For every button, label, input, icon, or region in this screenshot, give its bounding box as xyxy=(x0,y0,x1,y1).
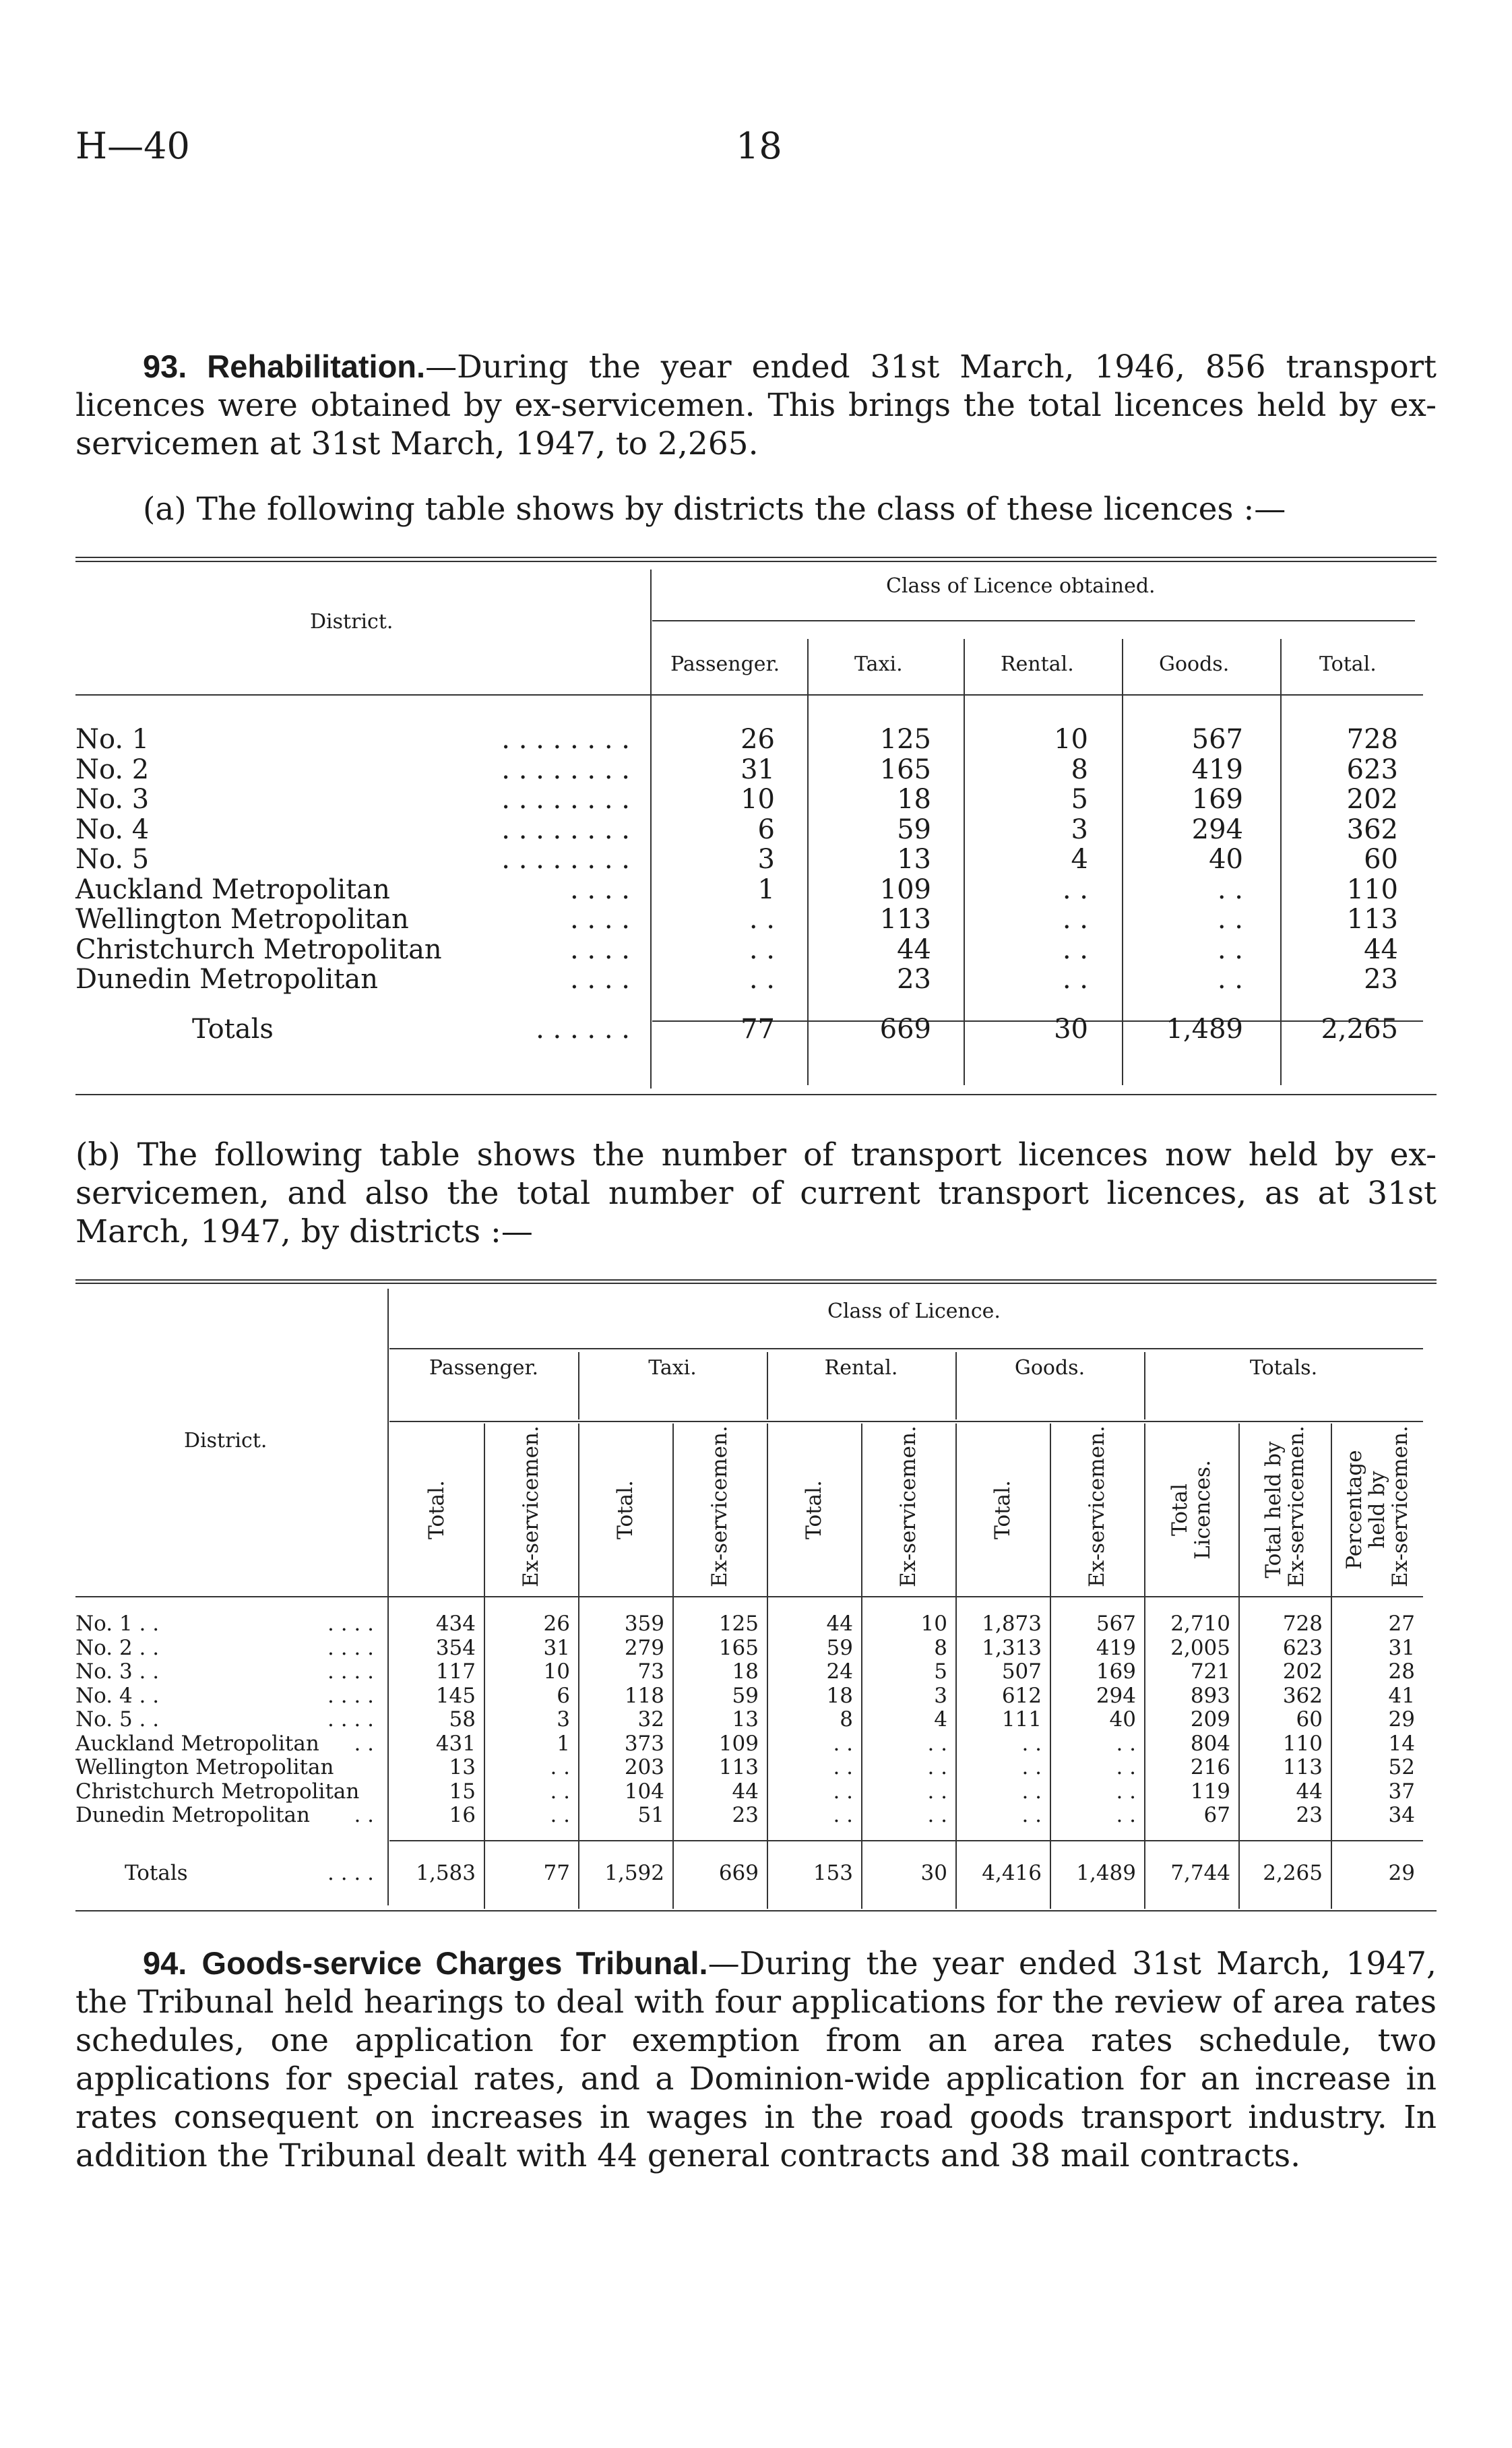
table-b-cell: 209 xyxy=(1190,1707,1230,1732)
table-a-total-cell: 77 xyxy=(741,1014,775,1045)
table-b-cell: 14 xyxy=(1388,1731,1415,1756)
table-b-subcolumn-header-line: Total. xyxy=(424,1480,449,1539)
table-b-cell: . . xyxy=(1116,1779,1136,1804)
table-b-cell: 804 xyxy=(1190,1731,1230,1756)
table-a-district-header: District. xyxy=(310,610,393,634)
table-b-cell: 44 xyxy=(732,1779,759,1804)
table-a-cell: 294 xyxy=(1191,814,1243,845)
table-a-district: No. 2 xyxy=(75,754,150,785)
table-b-cell: 28 xyxy=(1388,1659,1415,1684)
table-b-cell: 1,873 xyxy=(982,1612,1042,1636)
table-b-cell: . . xyxy=(1021,1731,1042,1756)
table-b-total-cell: 153 xyxy=(813,1861,853,1885)
table-a-district: Christchurch Metropolitan xyxy=(75,934,442,965)
table-a-cell: . . xyxy=(1062,874,1088,905)
table-b-subcolumn-header xyxy=(1085,1426,1109,1587)
table-b-cell: 8 xyxy=(934,1635,947,1660)
table-a-cell: 5 xyxy=(1071,784,1088,815)
table-b-subcolumn-header-line: Ex-servicemen. xyxy=(1387,1426,1412,1587)
table-b-leader-dots: . . . . xyxy=(327,1707,374,1732)
table-b-cell: . . xyxy=(1021,1755,1042,1779)
table-b-cell: 110 xyxy=(1282,1731,1323,1756)
table-b-subcolumn-header-line: Licences. xyxy=(1191,1460,1215,1560)
table-b-group-divider xyxy=(767,1352,768,1419)
table-b-cell: . . xyxy=(833,1731,853,1756)
table-b-cell: 18 xyxy=(826,1683,853,1708)
table-b-cell: . . xyxy=(927,1731,947,1756)
table-a-cell: 23 xyxy=(897,964,931,995)
table-b-cell: . . xyxy=(550,1779,570,1804)
table-b-subcolumn-header xyxy=(1261,1426,1309,1587)
table-a-intro: (a) The following table shows by districts the class of these licences :— xyxy=(143,491,1286,528)
table-a-cell: 26 xyxy=(741,724,775,755)
section-93-title: Rehabilitation. xyxy=(207,348,426,384)
table-b-subcolumn-header xyxy=(519,1426,543,1587)
table-a-cell: 362 xyxy=(1346,814,1398,845)
table-b-cell: 15 xyxy=(449,1779,476,1804)
table-b-cell: 73 xyxy=(637,1659,664,1684)
table-b-cell: 203 xyxy=(624,1755,664,1779)
table-b-cell: 362 xyxy=(1282,1683,1323,1708)
table-b-cell: 145 xyxy=(435,1683,476,1708)
table-b-cell: 728 xyxy=(1282,1612,1323,1636)
table-b-total-cell: 1,489 xyxy=(1076,1861,1136,1885)
table-a-cell: . . xyxy=(1217,904,1243,935)
table-b-cell: 16 xyxy=(449,1803,476,1827)
table-b-group-divider xyxy=(1144,1352,1145,1419)
table-a-leader-dots: . . . . . . . . xyxy=(501,754,630,785)
table-a-cell: . . xyxy=(1217,874,1243,905)
table-a-leader-dots: . . . . xyxy=(569,874,630,905)
table-b-cell: 117 xyxy=(435,1659,476,1684)
table-a-cell: 4 xyxy=(1071,844,1088,875)
table-b-subcolumn-header-line: Ex-servicemen. xyxy=(1284,1426,1309,1587)
table-b-cell: . . xyxy=(833,1803,853,1827)
table-a-cell: 419 xyxy=(1191,754,1243,785)
table-b-cell: 44 xyxy=(1296,1779,1323,1804)
table-b-cell: 1,313 xyxy=(982,1635,1042,1660)
table-a-leader-dots: . . . . xyxy=(569,964,630,995)
table-b-column-divider xyxy=(484,1424,485,1909)
table-b-cell: 27 xyxy=(1388,1612,1415,1636)
table-b-group-header: Class of Licence. xyxy=(827,1299,1001,1323)
table-b-cell: 165 xyxy=(718,1635,759,1660)
table-b-cell: 119 xyxy=(1190,1779,1230,1804)
table-b-cell: 109 xyxy=(718,1731,759,1756)
table-b-leader-dots: . . . . xyxy=(327,1683,374,1708)
table-a-cell: 109 xyxy=(879,874,931,905)
section-93-text: —During the year ended 31st March, 1946, 856 transport licences were obtained by ex-servicemen. This brings the total licences held by ex-servicemen at 31st March, 1947, to 2,265. xyxy=(75,348,1437,462)
table-a-leader-dots: . . . . xyxy=(569,934,630,965)
table-b-district: Christchurch Metropolitan xyxy=(75,1779,360,1804)
table-b-cell: 567 xyxy=(1096,1612,1136,1636)
table-b-cell: 37 xyxy=(1388,1779,1415,1804)
table-a-cell: 13 xyxy=(897,844,931,875)
table-a-cell: . . xyxy=(1062,964,1088,995)
table-b-cell: 5 xyxy=(934,1659,947,1684)
table-a-cell: 113 xyxy=(879,904,931,935)
table-b-cell: 373 xyxy=(624,1731,664,1756)
table-b-cell: 29 xyxy=(1388,1707,1415,1732)
table-a-cell: 59 xyxy=(897,814,931,845)
table-b-cell: . . xyxy=(550,1803,570,1827)
table-b-cell: . . xyxy=(927,1779,947,1804)
table-b-district-header: District. xyxy=(184,1429,267,1452)
table-a-cell: . . xyxy=(749,934,775,965)
table-a-cell: 169 xyxy=(1191,784,1243,815)
table-b-subcolumn-header xyxy=(1168,1432,1214,1587)
table-b-cell: . . xyxy=(1021,1803,1042,1827)
table-b-cell: 104 xyxy=(624,1779,664,1804)
table-a-cell: 165 xyxy=(879,754,931,785)
table-b-cell: 67 xyxy=(1203,1803,1230,1827)
table-b-cell: 10 xyxy=(920,1612,947,1636)
table-a-cell: 6 xyxy=(757,814,775,845)
table-b-subcolumn-header xyxy=(707,1426,732,1587)
table-b-cell: 612 xyxy=(1001,1683,1042,1708)
table-b-cell: . . xyxy=(1116,1803,1136,1827)
table-b-total-cell: 2,265 xyxy=(1263,1861,1323,1885)
table-b-subcolumn-header-line: Ex-servicemen. xyxy=(519,1426,543,1587)
table-a-cell: 10 xyxy=(1054,724,1088,755)
table-a-leader-dots: . . . . . . xyxy=(536,1014,630,1045)
table-b-total-cell: 29 xyxy=(1388,1861,1415,1885)
table-b-column-divider xyxy=(767,1424,768,1909)
table-b-cell: 59 xyxy=(732,1683,759,1708)
table-a-district: Dunedin Metropolitan xyxy=(75,964,379,995)
table-b-cell: . . xyxy=(833,1779,853,1804)
table-b-column-divider xyxy=(1331,1424,1332,1909)
table-a-total-cell: 30 xyxy=(1054,1014,1088,1045)
section-94-number: 94. xyxy=(143,1945,187,1981)
table-a-cell: 3 xyxy=(757,844,775,875)
table-b-cell: 26 xyxy=(543,1612,570,1636)
table-a-cell: . . xyxy=(1062,934,1088,965)
table-a-district: Wellington Metropolitan xyxy=(75,904,409,935)
table-b-cell: 434 xyxy=(435,1612,476,1636)
table-b-cell: 23 xyxy=(732,1803,759,1827)
table-b-cell: 10 xyxy=(543,1659,570,1684)
table-b-subcolumn-header xyxy=(1342,1426,1412,1587)
table-b-total-cell: 7,744 xyxy=(1170,1861,1230,1885)
table-b-cell: 113 xyxy=(718,1755,759,1779)
table-a-district: No. 1 xyxy=(75,724,150,755)
table-b-cell: 216 xyxy=(1190,1755,1230,1779)
table-b-leader-dots: . . . . xyxy=(327,1861,374,1885)
table-a-cell: 728 xyxy=(1346,724,1398,755)
table-b-total-cell: 77 xyxy=(543,1861,570,1885)
table-b-intro: (b) The following table shows the number of transport licences now held by ex-servicemen, and also the total number of current transport licences, as at 31st March, 1947, by districts :— xyxy=(75,1136,1437,1250)
table-a-leader-dots: . . . . . . . . xyxy=(501,844,630,875)
table-b-cell: . . xyxy=(927,1803,947,1827)
table-a-cell: . . xyxy=(1062,904,1088,935)
table-b-district: No. 2 . . xyxy=(75,1635,160,1660)
table-b-cell: 279 xyxy=(624,1635,664,1660)
table-a-leader-dots: . . . . . . . . xyxy=(501,784,630,815)
table-b-cell: 31 xyxy=(1388,1635,1415,1660)
table-a-col-goods: Goods. xyxy=(1159,652,1230,676)
table-a-col-taxi: Taxi. xyxy=(854,652,903,676)
table-b-cell: 40 xyxy=(1109,1707,1136,1732)
table-a-cell: . . xyxy=(749,964,775,995)
table-b-cell: 507 xyxy=(1001,1659,1042,1684)
table-a-cell: 3 xyxy=(1071,814,1088,845)
table-b-cell: . . xyxy=(927,1755,947,1779)
table-b-cell: 58 xyxy=(449,1707,476,1732)
table-b-cell: 23 xyxy=(1296,1803,1323,1827)
section-94-paragraph xyxy=(75,1944,1437,2175)
table-a-district: No. 4 xyxy=(75,814,150,845)
table-a-cell: 23 xyxy=(1364,964,1398,995)
table-a-col-rental: Rental. xyxy=(1001,652,1074,676)
table-b-cell: 721 xyxy=(1190,1659,1230,1684)
table-b-cell: 18 xyxy=(732,1659,759,1684)
table-b-cell: 4 xyxy=(934,1707,947,1732)
table-b-subcolumn-header-line: Total. xyxy=(802,1480,826,1539)
table-b-cell: 32 xyxy=(637,1707,664,1732)
table-b-district: No. 1 . . xyxy=(75,1612,160,1636)
table-b-subcolumn-header-line: Ex-servicemen. xyxy=(707,1426,732,1587)
table-b-total-cell: 1,592 xyxy=(604,1861,664,1885)
table-a-cell: 1 xyxy=(757,874,775,905)
table-b-group-header: Rental. xyxy=(824,1356,898,1380)
table-b-total-cell: 30 xyxy=(920,1861,947,1885)
table-b-leader-dots: . . xyxy=(354,1803,374,1827)
table-a-district: Auckland Metropolitan xyxy=(75,874,390,905)
table-b-leader-dots: . . xyxy=(354,1731,374,1756)
table-b-total-cell: 4,416 xyxy=(982,1861,1042,1885)
table-a-cell: 125 xyxy=(879,724,931,755)
table-b-leader-dots: . . . . xyxy=(327,1635,374,1660)
table-a-total-cell: 669 xyxy=(879,1014,931,1045)
table-b-district: Dunedin Metropolitan xyxy=(75,1803,310,1827)
table-a-cell: 110 xyxy=(1346,874,1398,905)
table-b-cell: 113 xyxy=(1282,1755,1323,1779)
table-b-cell: 359 xyxy=(624,1612,664,1636)
table-b-subcolumn-header-line: Total. xyxy=(990,1480,1015,1539)
table-a-cell: 8 xyxy=(1071,754,1088,785)
table-b-total-cell: 1,583 xyxy=(416,1861,476,1885)
table-b-group-header: Taxi. xyxy=(648,1356,697,1380)
table-b-cell: 1 xyxy=(557,1731,570,1756)
table-a-totals-label: Totals xyxy=(192,1014,274,1045)
table-a-district: No. 3 xyxy=(75,784,150,815)
table-b-subcolumn-header-line: Ex-servicemen. xyxy=(1085,1426,1109,1587)
table-a-leader-dots: . . . . xyxy=(569,904,630,935)
table-b-subcolumn-header xyxy=(614,1432,637,1587)
table-b-cell: 354 xyxy=(435,1635,476,1660)
table-b-group-header: Passenger. xyxy=(429,1356,539,1380)
table-a-col-passenger: Passenger. xyxy=(670,652,780,676)
table-b-cell: 41 xyxy=(1388,1683,1415,1708)
table-b-district: Auckland Metropolitan xyxy=(75,1731,319,1756)
table-b-district: No. 5 . . xyxy=(75,1707,160,1732)
table-b-column-divider xyxy=(672,1424,674,1909)
table-b-column-divider xyxy=(955,1424,957,1909)
table-a-cell: . . xyxy=(1217,934,1243,965)
table-b-subcolumn-header xyxy=(896,1426,920,1587)
table-b-cell: 59 xyxy=(826,1635,853,1660)
table-a-cell: 623 xyxy=(1346,754,1398,785)
table-b-column-divider xyxy=(1238,1424,1240,1909)
table-a-cell: 567 xyxy=(1191,724,1243,755)
table-b-cell: 44 xyxy=(826,1612,853,1636)
section-94-title: Goods-service Charges Tribunal. xyxy=(201,1945,708,1981)
table-b-leader-dots: . . . . xyxy=(327,1612,374,1636)
table-b-cell: . . xyxy=(1116,1755,1136,1779)
table-b-cell: 13 xyxy=(449,1755,476,1779)
table-b-column-divider xyxy=(1144,1424,1145,1909)
table-b-subcolumn-header xyxy=(425,1432,448,1587)
table-a-cell: 44 xyxy=(1364,934,1398,965)
table-a-col-total: Total. xyxy=(1319,652,1377,676)
table-b-district: No. 3 . . xyxy=(75,1659,160,1684)
table-b-cell: 2,005 xyxy=(1170,1635,1230,1660)
document-code: H—40 xyxy=(75,125,190,167)
table-b-subcolumn-header-line: Percentage xyxy=(1342,1450,1366,1570)
table-b-cell: . . xyxy=(1116,1731,1136,1756)
table-a-group-header: Class of Licence obtained. xyxy=(886,574,1156,598)
table-a-cell: 202 xyxy=(1346,784,1398,815)
table-b-cell: 60 xyxy=(1296,1707,1323,1732)
section-94-text: —During the year ended 31st March, 1947, the Tribunal held hearings to deal with four applications for the review of area rates schedules, one application for exemption from an area rates schedule, two applications for special rates, and a Dominion-wide application for an increase in rates consequent on increases in wages in the road goods transport industry. In addition the Tribunal dealt with 44 general contracts and 38 mail contracts. xyxy=(75,1945,1437,2174)
table-b-district: No. 4 . . xyxy=(75,1683,160,1708)
table-b-cell: 893 xyxy=(1190,1683,1230,1708)
page-number: 18 xyxy=(736,125,782,167)
table-b-subcolumn-header-line: Total xyxy=(1168,1483,1192,1536)
table-a-cell: . . xyxy=(749,904,775,935)
table-b-district: Wellington Metropolitan xyxy=(75,1755,334,1779)
table-a-cell: . . xyxy=(1217,964,1243,995)
table-b-group-divider xyxy=(578,1352,579,1419)
table-b-totals-label: Totals xyxy=(125,1861,188,1885)
table-b-subcolumn-header-line: Ex-servicemen. xyxy=(896,1426,920,1587)
table-b-cell: 202 xyxy=(1282,1659,1323,1684)
table-b-cell: 51 xyxy=(637,1803,664,1827)
table-b-cell: 24 xyxy=(826,1659,853,1684)
table-b-column-divider xyxy=(861,1424,862,1909)
table-b-total-cell: 669 xyxy=(718,1861,759,1885)
table-a-cell: 10 xyxy=(741,784,775,815)
table-b-subcolumn-header xyxy=(802,1432,825,1587)
table-b-cell: 2,710 xyxy=(1170,1612,1230,1636)
table-a-cell: 18 xyxy=(897,784,931,815)
table-b-cell: . . xyxy=(833,1755,853,1779)
table-b-cell: 169 xyxy=(1096,1659,1136,1684)
table-a-leader-dots: . . . . . . . . xyxy=(501,724,630,755)
table-b-cell: 3 xyxy=(934,1683,947,1708)
table-b-leader-dots: . . . . xyxy=(327,1659,374,1684)
table-b-cell: 13 xyxy=(732,1707,759,1732)
table-b-cell: 52 xyxy=(1388,1755,1415,1779)
table-b-cell: 118 xyxy=(624,1683,664,1708)
table-a-cell: 40 xyxy=(1209,844,1243,875)
table-b-group-header: Totals. xyxy=(1249,1356,1318,1380)
table-b-cell: 8 xyxy=(840,1707,853,1732)
table-b-subcolumn-header xyxy=(991,1432,1014,1587)
table-b-cell: 125 xyxy=(718,1612,759,1636)
table-b-subcolumn-header-line: Total. xyxy=(613,1480,637,1539)
table-a-cell: 60 xyxy=(1364,844,1398,875)
table-b-cell: 623 xyxy=(1282,1635,1323,1660)
table-b-subcolumn-header-line: held by xyxy=(1364,1471,1389,1549)
table-a-total-cell: 1,489 xyxy=(1166,1014,1243,1045)
table-b-cell: 111 xyxy=(1001,1707,1042,1732)
table-b-cell: 31 xyxy=(543,1635,570,1660)
table-b-cell: 6 xyxy=(557,1683,570,1708)
table-a-cell: 113 xyxy=(1346,904,1398,935)
table-b-group-divider xyxy=(955,1352,957,1419)
table-a-cell: 44 xyxy=(897,934,931,965)
section-93-number: 93. xyxy=(143,348,187,384)
table-a-cell: 31 xyxy=(741,754,775,785)
table-a-leader-dots: . . . . . . . . xyxy=(501,814,630,845)
table-b-cell: 3 xyxy=(557,1707,570,1732)
table-b-cell: . . xyxy=(1021,1779,1042,1804)
table-a-district: No. 5 xyxy=(75,844,150,875)
table-b-column-divider xyxy=(578,1424,579,1909)
table-b-cell: 419 xyxy=(1096,1635,1136,1660)
table-a-total-cell: 2,265 xyxy=(1321,1014,1398,1045)
section-93-paragraph xyxy=(75,347,1437,463)
table-b-column-divider xyxy=(1050,1424,1051,1909)
table-b-cell: 431 xyxy=(435,1731,476,1756)
table-b-cell: 34 xyxy=(1388,1803,1415,1827)
table-b-cell: . . xyxy=(550,1755,570,1779)
table-b-subcolumn-header-line: Total held by xyxy=(1261,1441,1286,1579)
table-b-cell: 294 xyxy=(1096,1683,1136,1708)
table-b-group-header: Goods. xyxy=(1014,1356,1085,1380)
